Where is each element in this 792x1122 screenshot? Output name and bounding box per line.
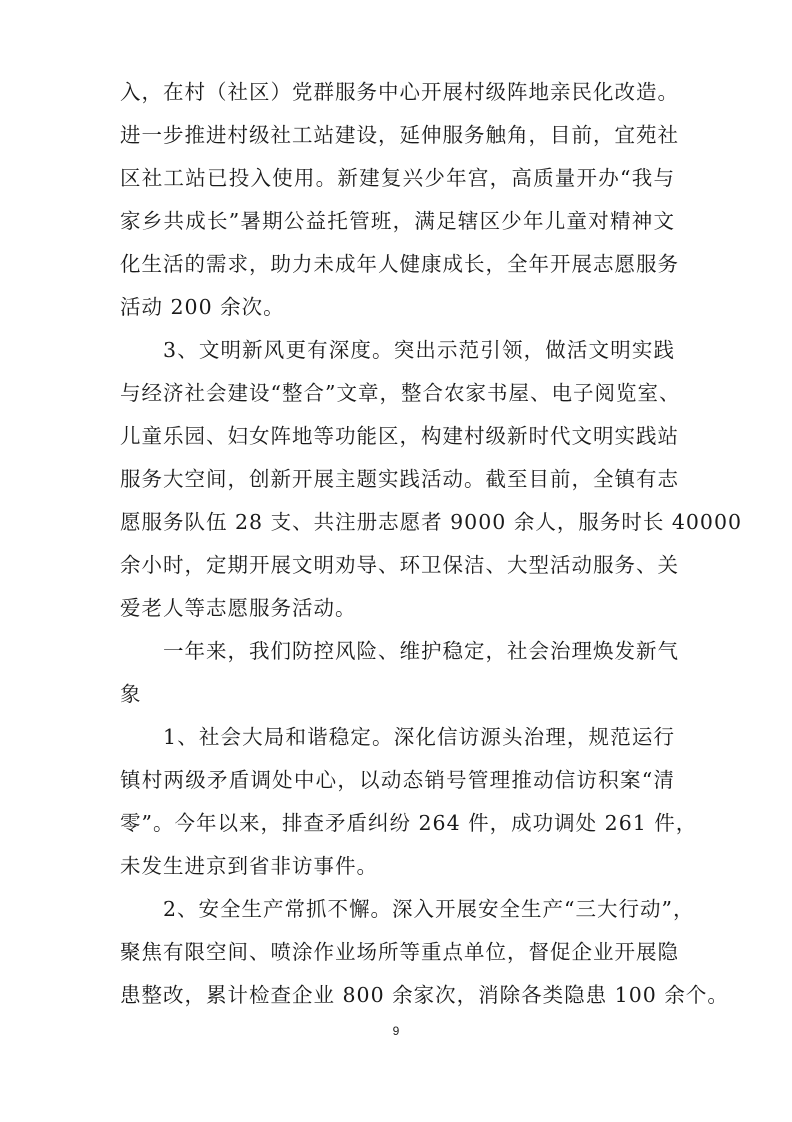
- section-heading-line: 象: [120, 682, 142, 706]
- text-line: 未发生进京到省非访事件。: [120, 854, 378, 878]
- paragraph-first-line: 2、安全生产常抓不懈。深入开展安全生产“三大行动”，: [163, 897, 695, 921]
- section-heading-line: 一年来，我们防控风险、维护稳定，社会治理焕发新气: [163, 639, 679, 663]
- text-line: 聚焦有限空间、喷涂作业场所等重点单位，督促企业开展隐: [120, 940, 679, 964]
- text-line: 镇村两级矛盾调处中心，以动态销号管理推动信访积案“清: [120, 768, 675, 792]
- text-line: 儿童乐园、妇女阵地等功能区，构建村级新时代文明实践站: [120, 424, 679, 448]
- text-line: 零”。今年以来，排查矛盾纠纷 264 件，成功调处 261 件，: [120, 811, 698, 835]
- text-line: 余小时，定期开展文明劝导、环卫保洁、大型活动服务、关: [120, 553, 679, 577]
- page-number: 9: [392, 1024, 400, 1038]
- text-line: 与经济社会建设“整合”文章，整合农家书屋、电子阅览室、: [120, 381, 681, 405]
- text-line: 家乡共成长”暑期公益托管班，满足辖区少年儿童对精神文: [120, 209, 675, 233]
- paragraph-first-line: 1、社会大局和谐稳定。深化信访源头治理，规范运行: [163, 725, 675, 749]
- text-line: 区社工站已投入使用。新建复兴少年宫，高质量开办“我与: [120, 166, 675, 190]
- text-line: 入，在村（社区）党群服务中心开展村级阵地亲民化改造。: [120, 80, 679, 104]
- text-line: 患整改，累计检查企业 800 余家次，消除各类隐患 100 余个。: [120, 983, 729, 1007]
- text-line: 化生活的需求，助力未成年人健康成长，全年开展志愿服务: [120, 252, 679, 276]
- paragraph-first-line: 3、文明新风更有深度。突出示范引领，做活文明实践: [163, 338, 675, 362]
- text-line: 进一步推进村级社工站建设，延伸服务触角，目前，宜苑社: [120, 123, 679, 147]
- text-line: 爱老人等志愿服务活动。: [120, 596, 357, 620]
- text-line: 活动 200 余次。: [120, 295, 285, 319]
- text-line: 服务大空间，创新开展主题实践活动。截至目前，全镇有志: [120, 467, 679, 491]
- text-line: 愿服务队伍 28 支、共注册志愿者 9000 余人，服务时长 40000: [120, 510, 743, 534]
